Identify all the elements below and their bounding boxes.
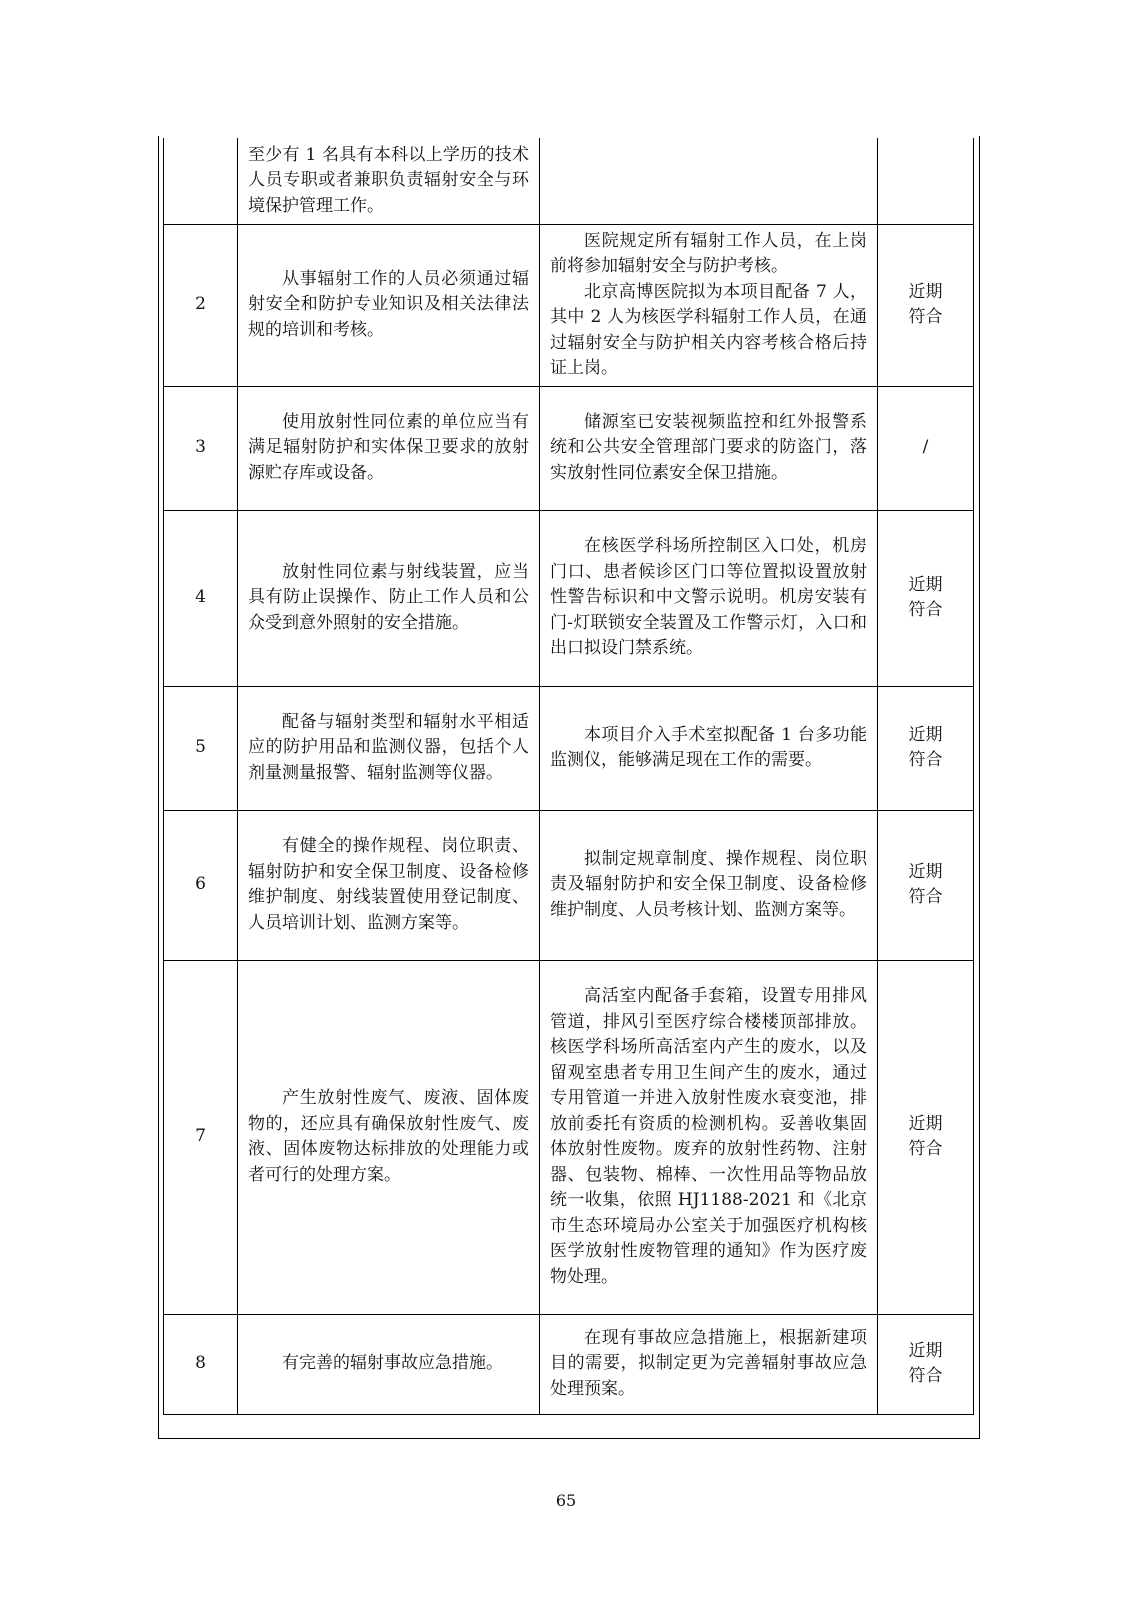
measures-cell xyxy=(540,960,878,1314)
measures-cell xyxy=(540,386,878,510)
row-number-cell: 4 xyxy=(164,510,238,686)
measures-cell xyxy=(540,224,878,386)
table-row xyxy=(164,224,974,386)
measures-text: 在现有事故应急措施上，根据新建项目的需要，拟制定更为完善辐射事故应急处理预案。 xyxy=(550,1327,867,1399)
compliance-table xyxy=(163,138,974,1415)
measures-cell xyxy=(540,810,878,960)
result-cell xyxy=(878,686,974,810)
measures-text: 北京高博医院拟为本项目配备 7 人，其中 2 人为核医学科辐射工作人员，在通过辐射安全与防护相关内容考核合格后持证上岗。 xyxy=(550,281,867,378)
requirement-text: 产生放射性废气、废液、固体废物的，还应具有确保放射性废气、废液、固体废物达标排放的处理能力或者可行的处理方案。 xyxy=(248,1088,529,1185)
measures-text: 本项目介入手术室拟配备 1 台多功能监测仪，能够满足现在工作的需要。 xyxy=(550,724,867,770)
result-cell xyxy=(878,1314,974,1414)
row-number-cell: 2 xyxy=(164,224,238,386)
measures-cell xyxy=(540,1314,878,1414)
result-text: 近期符合 xyxy=(908,1340,943,1386)
row-number-cell: 6 xyxy=(164,810,238,960)
result-cell xyxy=(878,960,974,1314)
measures-text: 高活室内配备手套箱，设置专用排风管道，排风引至医疗综合楼楼顶部排放。核医学科场所高活室内产生的废水，以及留观室患者专用卫生间产生的废水，通过专用管道一并进入放射性废水衰变池，排放前委托有资质的检测机构。妥善收集固体放射性废物。废弃的放射性药物、注射器、包装物、棉棒、一次性用品等物品放统一收集，依照 HJ1188-2021 和《北京市生态环境局办公室关于加强医疗机构核医学放射性废物管理的通知》作为医疗废物处理。 xyxy=(550,986,867,1287)
table-row xyxy=(164,960,974,1314)
measures-cell xyxy=(540,686,878,810)
result-cell xyxy=(878,224,974,386)
requirement-cell xyxy=(238,224,540,386)
compliance-table-body xyxy=(164,138,974,1414)
requirement-text: 从事辐射工作的人员必须通过辐射安全和防护专业知识及相关法律法规的培训和考核。 xyxy=(248,268,529,340)
table-row xyxy=(164,138,974,224)
requirement-text: 至少有 1 名具有本科以上学历的技术人员专职或者兼职负责辐射安全与环境保护管理工作。 xyxy=(248,144,529,216)
result-text: 近期符合 xyxy=(908,1113,943,1159)
requirement-text: 配备与辐射类型和辐射水平相适应的防护用品和监测仪器，包括个人剂量测量报警、辐射监测等仪器。 xyxy=(248,711,529,783)
table-row xyxy=(164,1314,974,1414)
requirement-cell xyxy=(238,810,540,960)
result-text: 近期符合 xyxy=(908,574,943,620)
requirement-text: 放射性同位素与射线装置，应当具有防止误操作、防止工作人员和公众受到意外照射的安全措施。 xyxy=(248,561,529,633)
result-cell xyxy=(878,510,974,686)
measures-text: 拟制定规章制度、操作规程、岗位职责及辐射防护和安全保卫制度、设备检修维护制度、人员考核计划、监测方案等。 xyxy=(550,848,867,920)
requirement-text: 有完善的辐射事故应急措施。 xyxy=(282,1353,503,1374)
measures-cell xyxy=(540,510,878,686)
result-cell xyxy=(878,138,974,224)
table-row xyxy=(164,686,974,810)
result-cell xyxy=(878,386,974,510)
requirement-text: 使用放射性同位素的单位应当有满足辐射防护和实体保卫要求的放射源贮存库或设备。 xyxy=(248,411,529,483)
row-number-cell: 5 xyxy=(164,686,238,810)
measures-text: 储源室已安装视频监控和红外报警系统和公共安全管理部门要求的防盗门，落实放射性同位素安全保卫措施。 xyxy=(550,411,867,483)
result-text: / xyxy=(922,437,929,458)
page-number: 65 xyxy=(555,1491,577,1510)
measures-text: 医院规定所有辐射工作人员，在上岗前将参加辐射安全与防护考核。 xyxy=(550,230,867,276)
measures-cell xyxy=(540,138,878,224)
table-row xyxy=(164,510,974,686)
requirement-cell xyxy=(238,510,540,686)
row-number-cell: 7 xyxy=(164,960,238,1314)
row-number-cell xyxy=(164,138,238,224)
row-number-cell: 8 xyxy=(164,1314,238,1414)
requirement-cell xyxy=(238,386,540,510)
result-cell xyxy=(878,810,974,960)
result-text: 近期符合 xyxy=(908,281,943,327)
requirement-cell xyxy=(238,686,540,810)
result-text: 近期符合 xyxy=(908,861,943,907)
requirement-cell xyxy=(238,1314,540,1414)
requirement-cell xyxy=(238,138,540,224)
requirement-text: 有健全的操作规程、岗位职责、辐射防护和安全保卫制度、设备检修维护制度、射线装置使用登记制度、人员培训计划、监测方案等。 xyxy=(248,836,529,933)
table-row xyxy=(164,386,974,510)
requirement-cell xyxy=(238,960,540,1314)
row-number-cell: 3 xyxy=(164,386,238,510)
table-row xyxy=(164,810,974,960)
result-text: 近期符合 xyxy=(908,724,943,770)
measures-text: 在核医学科场所控制区入口处，机房门口、患者候诊区门口等位置拟设置放射性警告标识和中文警示说明。机房安装有门-灯联锁安全装置及工作警示灯，入口和出口拟设门禁系统。 xyxy=(550,536,867,659)
